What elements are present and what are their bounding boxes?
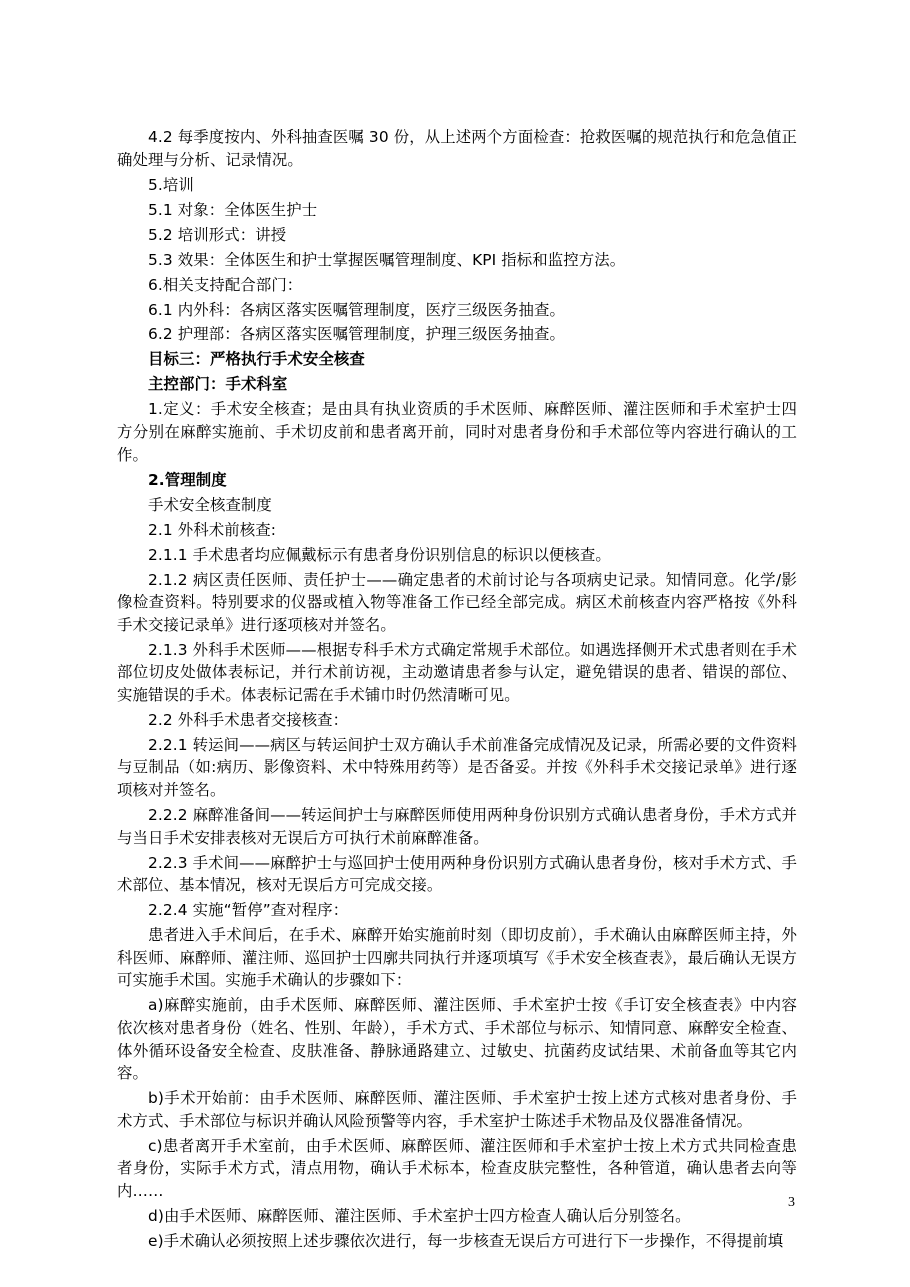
paragraph: 2.1.1 手术患者均应佩戴标示有患者身份识别信息的标识以便核查。	[148, 545, 611, 564]
paragraph: a)麻醉实施前，由手术医师、麻醉医师、灌注医师、手术室护士按《手订安全核查表》中内容依次核对患者身份（姓名、性别、年龄），手术方式、手术部位与标示、知情同意、麻醉安全检查、体外循环设备安全检查、皮肤准备、静脉通路建立、过敏史、抗菌药皮试结果、术前备血等其它内容。	[117, 996, 797, 1083]
paragraph: 2.1.3 外科手术医师——根据专科手术方式确定常规手术部位。如遇选择侧开术式患者则在手术部位切皮处做体表标记，并行术前访视，主动邀请患者参与认定，避免错误的患者、错误的部位、实施错误的手术。体表标记需在手术铺巾时仍然清晰可见。	[117, 640, 797, 704]
paragraph: 5.3 效果：全体医生和护士掌握医嘱管理制度、KPI 指标和监控方法。	[148, 250, 626, 269]
document-body	[117, 126, 797, 1255]
page-number: 3	[788, 1195, 795, 1210]
paragraph: 5.1 对象：全体医生护士	[148, 200, 318, 219]
paragraph: d)由手术医师、麻醉医师、灌注医师、手术室护士四方检查人确认后分别签名。	[148, 1206, 691, 1225]
paragraph: 5.培训	[148, 175, 194, 194]
paragraph: 2.2.4 实施“暂停”查对程序：	[148, 901, 349, 920]
paragraph: c)患者离开手术室前，由手术医师、麻醉医师、灌注医师和手术室护士按上术方式共同检查患者身份，实际手术方式，清点用物，确认手术标本，检查皮肤完整性，各种管道，确认患者去向等内……	[117, 1136, 797, 1200]
paragraph: 6.相关支持配合部门：	[148, 275, 303, 294]
paragraph: 2.1.2 病区责任医师、责任护士——确定患者的术前讨论与各项病史记录。知情同意。化学/影像检查资料。特别要求的仪器或植入物等准备工作已经全部完成。病区术前核查内容严格按《外科手术交接记录单》进行逐项核对并签名。	[117, 570, 797, 634]
paragraph: 4.2 每季度按内、外科抽查医嘱 30 份，从上述两个方面检查：抢救医嘱的规范执行和危急值正确处理与分析、记录情况。	[117, 128, 797, 169]
section-heading: 目标三：严格执行手术安全核查	[148, 350, 365, 369]
paragraph: 2.2.2 麻醉准备间——转运间护士与麻醉医师使用两种身份识别方式确认患者身份，手术方式并与当日手术安排表核对无误后方可执行术前麻醉准备。	[117, 806, 797, 847]
paragraph: b)手术开始前：由手术医师、麻醉医师、灌注医师、手术室护士按上述方式核对患者身份、手术方式、手术部位与标识并确认风险预警等内容，手术室护士陈述手术物品及仪器准备情况。	[117, 1089, 797, 1130]
section-heading: 主控部门：手术科室	[148, 375, 288, 394]
paragraph: 2.2 外科手术患者交接核查：	[148, 710, 349, 729]
paragraph: 手术安全核查制度	[148, 495, 272, 514]
paragraph: 6.2 护理部：各病区落实医嘱管理制度，护理三级医务抽查。	[148, 325, 566, 344]
paragraph: 患者进入手术间后，在手术、麻醉开始实施前时刻（即切皮前），手术确认由麻醉医师主持，外科医师、麻醉师、灌注师、巡回护士四廓共同执行并逐项填写《手术安全核查表》，最后确认无误方可实施手术国。实施手术确认的步骤如下：	[117, 926, 797, 990]
paragraph: 6.1 内外科：各病区落实医嘱管理制度，医疗三级医务抽查。	[148, 300, 566, 319]
paragraph: 2.1 外科术前核查:	[148, 520, 276, 539]
paragraph: e)手术确认必须按照上述步骤依次进行，每一步核查无误后方可进行下一步操作，不得提前填	[148, 1231, 784, 1250]
paragraph: 5.2 培训形式：讲授	[148, 225, 287, 244]
section-heading: 2.管理制度	[148, 470, 227, 489]
paragraph: 1.定义：手术安全核查；是由具有执业资质的手术医师、麻醉医师、灌注医师和手术室护士四方分别在麻醉实施前、手术切皮前和患者离开前，同时对患者身份和手术部位等内容进行确认的工作。	[117, 400, 797, 464]
paragraph: 2.2.3 手术间——麻醉护士与巡回护士使用两种身份识别方式确认患者身份，核对手术方式、手术部位、基本情况，核对无误后方可完成交接。	[117, 853, 797, 895]
paragraph: 2.2.1 转运间——病区与转运间护士双方确认手术前准备完成情况及记录，所需必要的文件资料与豆制品（如:病历、影像资料、术中特殊用药等）是否备妥。并按《外科手术交接记录单》进行逐项核对并签名。	[117, 735, 797, 800]
